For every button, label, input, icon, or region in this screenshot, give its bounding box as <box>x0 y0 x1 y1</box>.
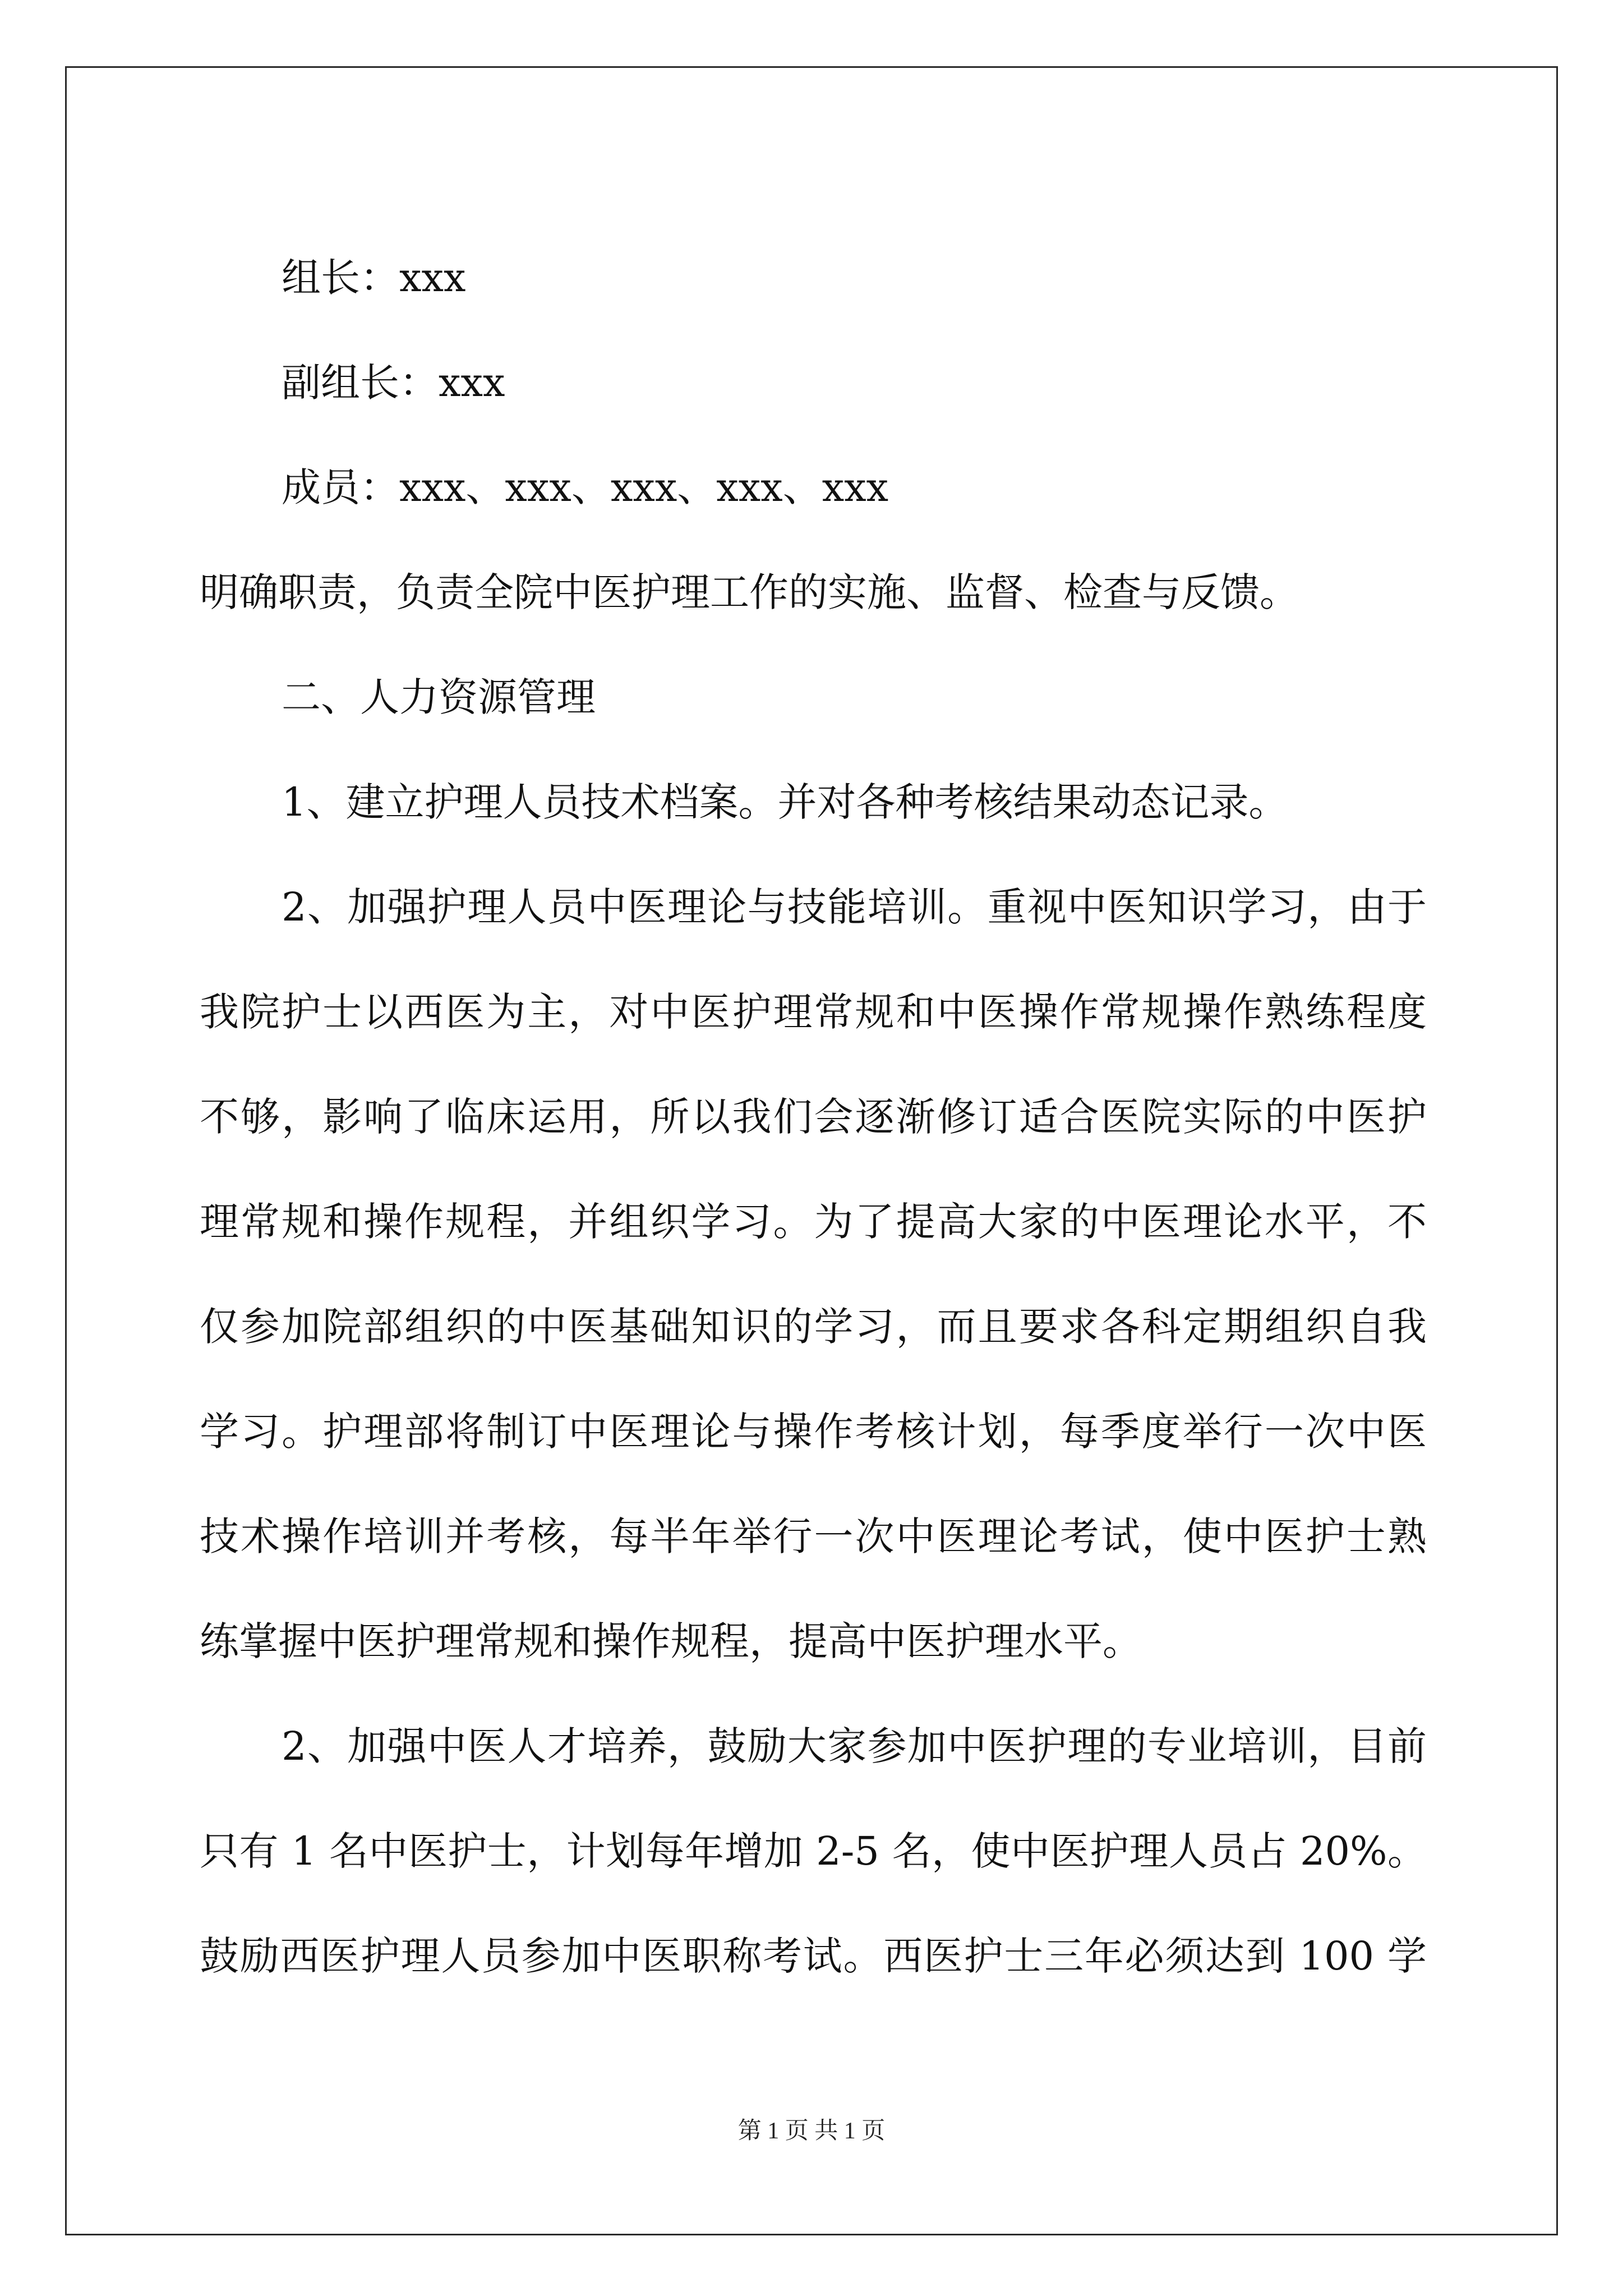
document-body <box>200 226 1427 2009</box>
line-duties: 明确职责，负责全院中医护理工作的实施、监督、检查与反馈。 <box>200 569 1299 615</box>
section-heading: 二、人力资源管理 <box>282 674 596 720</box>
paragraph-line: 2、加强护理人员中医理论与技能培训。重视中医知识学习，由于 <box>282 884 1427 930</box>
paragraph-line: 理常规和操作规程，并组织学习。为了提高大家的中医理论水平，不 <box>200 1199 1427 1245</box>
line-leader: 组长：xxx <box>282 255 466 301</box>
paragraph-line: 技术操作培训并考核，每半年举行一次中医理论考试，使中医护士熟 <box>200 1513 1427 1559</box>
line-deputy-leader: 副组长：xxx <box>282 360 505 406</box>
paragraph-line: 1、建立护理人员技术档案。并对各种考核结果动态记录。 <box>282 779 1288 825</box>
paragraph-line: 学习。护理部将制订中医理论与操作考核计划，每季度举行一次中医 <box>200 1409 1427 1455</box>
page-footer: 第 1 页 共 1 页 <box>737 2118 886 2144</box>
paragraph-line: 鼓励西医护理人员参加中医职称考试。西医护士三年必须达到 100 学 <box>200 1933 1427 1979</box>
paragraph-line: 2、加强中医人才培养，鼓励大家参加中医护理的专业培训，目前 <box>282 1723 1427 1769</box>
paragraph-line: 练掌握中医护理常规和操作规程，提高中医护理水平。 <box>200 1618 1142 1664</box>
line-members: 成员：xxx、xxx、xxx、xxx、xxx <box>282 464 889 510</box>
paragraph-line: 不够，影响了临床运用，所以我们会逐渐修订适合医院实际的中医护 <box>200 1094 1427 1140</box>
paragraph-line: 仅参加院部组织的中医基础知识的学习，而且要求各科定期组织自我 <box>200 1304 1427 1350</box>
paragraph-line: 只有 1 名中医护士，计划每年增加 2-5 名，使中医护理人员占 20%。 <box>200 1828 1427 1874</box>
paragraph-line: 我院护士以西医为主，对中医护理常规和中医操作常规操作熟练程度 <box>200 989 1427 1035</box>
